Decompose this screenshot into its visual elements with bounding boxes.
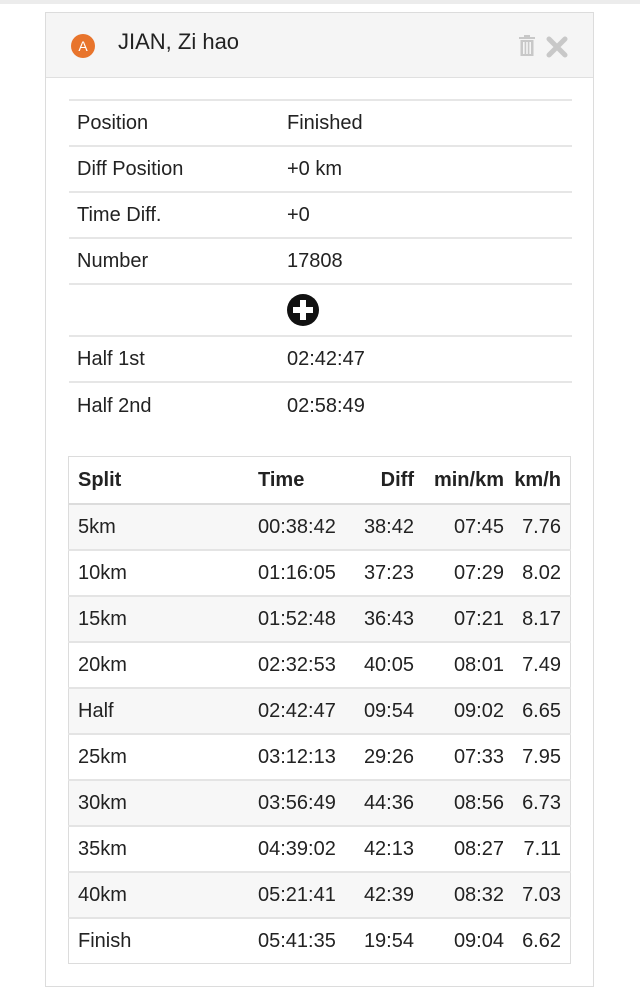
split-speed: 6.65 <box>504 688 571 734</box>
plus-circle-icon[interactable] <box>287 294 319 326</box>
split-time: 03:12:13 <box>258 734 346 780</box>
top-divider <box>0 0 640 4</box>
split-name: 40km <box>69 872 259 918</box>
split-name: 5km <box>69 504 259 550</box>
split-name: 15km <box>69 596 259 642</box>
split-diff: 44:36 <box>346 780 414 826</box>
column-header-time: Time <box>258 457 346 505</box>
split-name: 10km <box>69 550 259 596</box>
info-row-half-1st <box>69 336 572 382</box>
split-time: 00:38:42 <box>258 504 346 550</box>
column-header-speed: km/h <box>504 457 571 505</box>
split-name: Half <box>69 688 259 734</box>
split-pace: 07:29 <box>414 550 504 596</box>
split-time: 04:39:02 <box>258 826 346 872</box>
split-name: 30km <box>69 780 259 826</box>
info-value: 17808 <box>287 249 343 272</box>
split-row <box>69 872 571 918</box>
info-value: +0 km <box>287 157 343 180</box>
split-diff: 37:23 <box>346 550 414 596</box>
splits-table <box>68 456 571 964</box>
close-icon[interactable] <box>545 35 569 59</box>
split-diff: 29:26 <box>346 734 414 780</box>
runner-info-table <box>69 99 572 429</box>
info-label: Time Diff. <box>77 203 162 226</box>
split-name: 35km <box>69 826 259 872</box>
info-row-diff-position <box>69 146 572 192</box>
split-speed: 7.95 <box>504 734 571 780</box>
split-diff: 19:54 <box>346 918 414 964</box>
splits-body <box>69 504 571 964</box>
splits-header-row <box>69 457 571 505</box>
split-row <box>69 596 571 642</box>
split-time: 01:16:05 <box>258 550 346 596</box>
split-time: 02:32:53 <box>258 642 346 688</box>
info-row-time-diff <box>69 192 572 238</box>
split-pace: 08:56 <box>414 780 504 826</box>
info-label: Position <box>77 111 149 134</box>
split-speed: 7.49 <box>504 642 571 688</box>
info-row-half-2nd <box>69 382 572 429</box>
split-speed: 7.03 <box>504 872 571 918</box>
split-row <box>69 550 571 596</box>
split-pace: 07:33 <box>414 734 504 780</box>
split-diff: 38:42 <box>346 504 414 550</box>
split-row <box>69 780 571 826</box>
split-name: Finish <box>69 918 259 964</box>
card-header <box>46 13 593 78</box>
info-value: +0 <box>287 203 310 226</box>
runner-badge: A <box>71 34 95 58</box>
split-pace: 08:01 <box>414 642 504 688</box>
split-diff: 42:13 <box>346 826 414 872</box>
column-header-diff: Diff <box>346 457 414 505</box>
split-speed: 8.17 <box>504 596 571 642</box>
split-pace: 09:04 <box>414 918 504 964</box>
info-value: Finished <box>287 111 363 134</box>
split-time: 02:42:47 <box>258 688 346 734</box>
split-pace: 08:27 <box>414 826 504 872</box>
split-time: 05:41:35 <box>258 918 346 964</box>
split-pace: 09:02 <box>414 688 504 734</box>
split-diff: 40:05 <box>346 642 414 688</box>
split-pace: 08:32 <box>414 872 504 918</box>
info-row-expand <box>69 284 572 336</box>
info-label: Diff Position <box>77 157 184 180</box>
split-pace: 07:45 <box>414 504 504 550</box>
split-row <box>69 688 571 734</box>
split-diff: 42:39 <box>346 872 414 918</box>
info-label: Half 2nd <box>77 394 152 417</box>
split-row <box>69 504 571 550</box>
runner-name: JIAN, Zi hao <box>118 29 240 54</box>
column-header-pace: min/km <box>414 457 504 505</box>
split-row <box>69 918 571 964</box>
split-speed: 6.73 <box>504 780 571 826</box>
split-time: 01:52:48 <box>258 596 346 642</box>
split-row <box>69 826 571 872</box>
split-time: 03:56:49 <box>258 780 346 826</box>
info-label: Number <box>77 249 149 272</box>
split-speed: 7.76 <box>504 504 571 550</box>
split-speed: 6.62 <box>504 918 571 964</box>
info-value: 02:42:47 <box>287 347 365 370</box>
split-name: 25km <box>69 734 259 780</box>
split-pace: 07:21 <box>414 596 504 642</box>
column-header-split: Split <box>69 457 259 505</box>
info-row-number <box>69 238 572 284</box>
split-diff: 36:43 <box>346 596 414 642</box>
info-row-position <box>69 100 572 146</box>
split-row <box>69 734 571 780</box>
split-diff: 09:54 <box>346 688 414 734</box>
split-name: 20km <box>69 642 259 688</box>
split-speed: 8.02 <box>504 550 571 596</box>
info-label: Half 1st <box>77 347 145 370</box>
info-value: 02:58:49 <box>287 394 365 417</box>
split-row <box>69 642 571 688</box>
trash-icon[interactable] <box>518 35 536 57</box>
split-speed: 7.11 <box>504 826 571 872</box>
split-time: 05:21:41 <box>258 872 346 918</box>
